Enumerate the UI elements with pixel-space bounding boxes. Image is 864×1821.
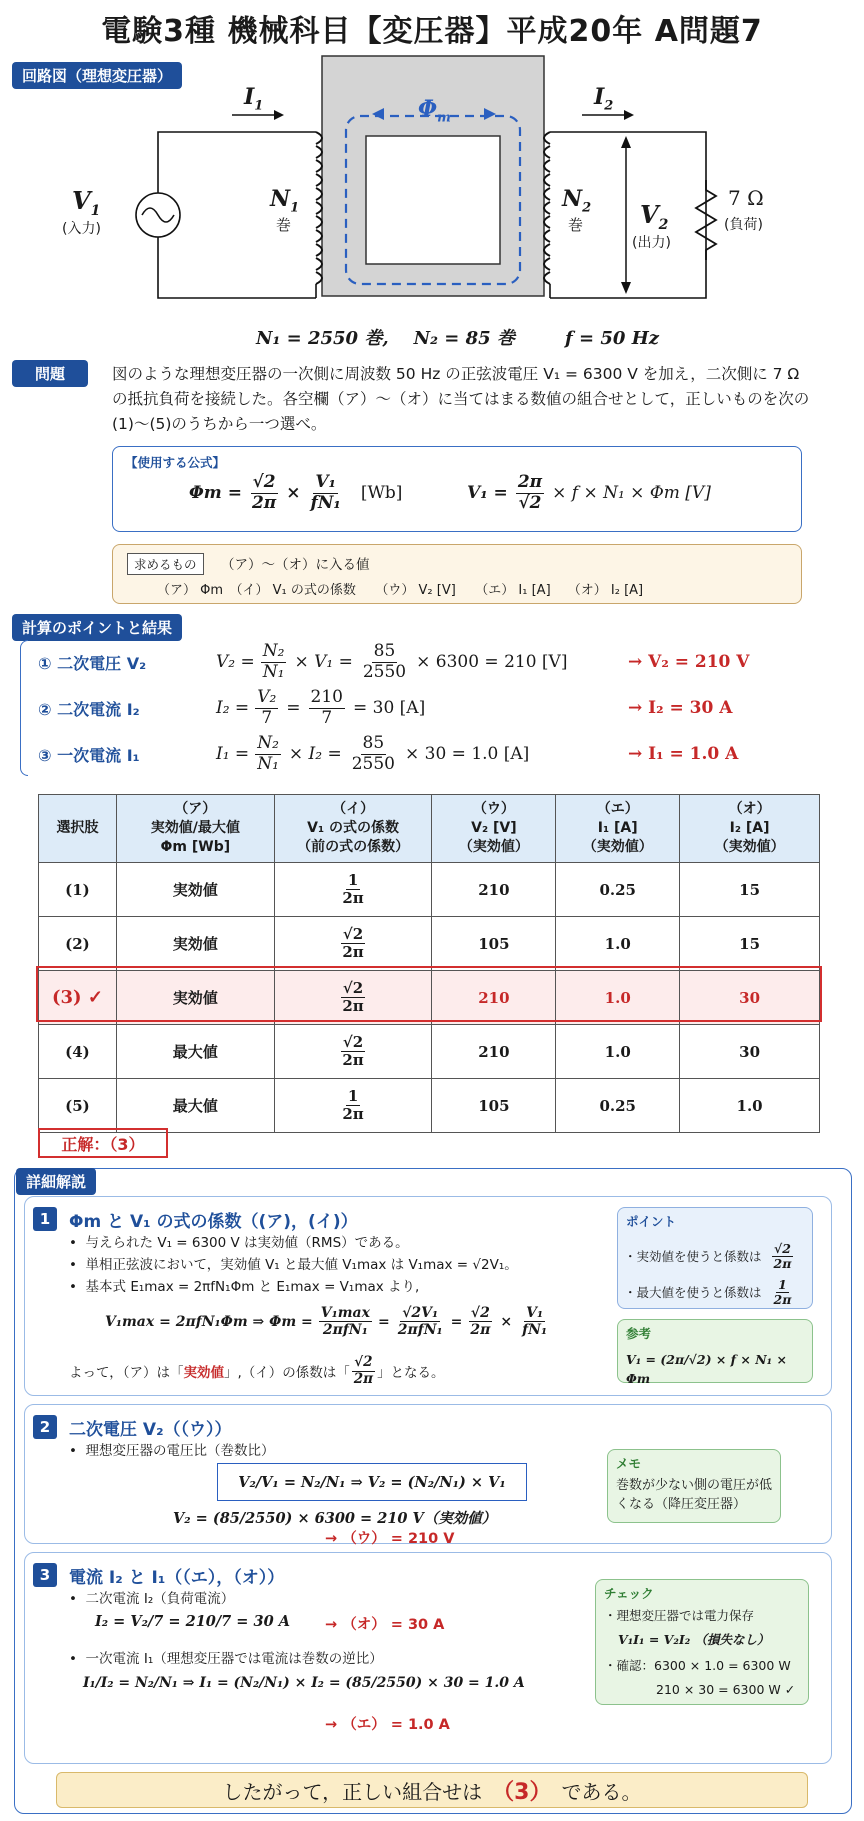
cell-b: $\frac{1}{2\pi}$ xyxy=(274,1079,432,1133)
table-header: （イ） V₁ の式の係数 （前の式の係数） xyxy=(274,795,432,863)
table-row xyxy=(39,1079,820,1133)
bullet-3: • 基本式 E₁max = 2πfN₁Φm と E₁max = V₁max より, xyxy=(69,1279,420,1295)
choices-table xyxy=(38,794,820,1133)
final-statement: したがって，正しい組合せは （3） である。 xyxy=(56,1772,808,1808)
cell-e: 15 xyxy=(680,917,820,971)
seek-box xyxy=(112,544,802,604)
seek-label: 求めるもの xyxy=(127,553,204,575)
calc-tag: 計算のポイントと結果 xyxy=(12,614,182,641)
cell-d: 0.25 xyxy=(556,863,680,917)
section-heading: 電流 I₂ と I₁（（エ），（オ）） xyxy=(69,1568,285,1588)
table-row xyxy=(39,917,820,971)
circuit-tag: 回路図（理想変圧器） xyxy=(12,62,182,89)
label-i1: $I_1$ xyxy=(244,84,264,114)
detail-section-2 xyxy=(24,1404,832,1547)
choice-cell: (5) xyxy=(39,1079,117,1133)
label-n2: $N_2$ xyxy=(562,186,592,216)
detail-section-1 xyxy=(24,1196,832,1396)
calc-bracket xyxy=(20,640,28,776)
label-n2-unit: 巻 xyxy=(568,216,584,234)
table-header: （ウ） V₂ [V] （実効値） xyxy=(432,795,556,863)
table-header: （ア） 実効値/最大値 Φm [Wb] xyxy=(116,795,274,863)
cell-b: $\frac{√2}{2\pi}$ xyxy=(274,1025,432,1079)
cell-a: 実効値 xyxy=(116,971,274,1025)
cell-d: 0.25 xyxy=(556,1079,680,1133)
cell-e: 15 xyxy=(680,863,820,917)
cell-a: 実効値 xyxy=(116,917,274,971)
formula-label: 【使用する公式】 xyxy=(125,455,226,470)
cell-e: 30 xyxy=(680,1025,820,1079)
calc-row-2: ② 二次電流 I₂ I₂ = $\frac{\text{V₂}}{7}$ = $\frac{210}{7}$ = 30 [A] → I₂ = 30 A xyxy=(38,686,733,728)
bullet-2: • 単相正弦波において，実効値 V₁ と最大値 V₁max は V₁max = √2V₁。 xyxy=(69,1257,518,1273)
cell-a: 実効値 xyxy=(116,863,274,917)
table-row xyxy=(39,1025,820,1079)
cell-c: 210 xyxy=(432,971,556,1025)
seek-text: （ア）～（オ）に入る値 xyxy=(221,557,370,573)
page-title: 電験3種 機械科目【変圧器】平成20年 A問題7 xyxy=(101,14,763,49)
cell-b: $\frac{√2}{2\pi}$ xyxy=(274,971,432,1025)
cell-b: $\frac{1}{2\pi}$ xyxy=(274,863,432,917)
cell-a: 最大値 xyxy=(116,1025,274,1079)
section-number: 3 xyxy=(33,1563,57,1587)
table-header: 選択肢 xyxy=(39,795,117,863)
detail-tag: 詳細解説 xyxy=(16,1168,96,1195)
label-v1: $V_1$ xyxy=(72,186,101,219)
answer-box: 正解：（3） xyxy=(38,1128,168,1158)
section-number: 2 xyxy=(33,1415,57,1439)
calc-row-3: ③ 一次電流 I₁ I₁ = $\frac{\text{N₂}}{\text{N₁}}$ × I₂ = $\frac{85}{2550}$ × 30 = 1.0 [A] → I₁ = 1.0 A xyxy=(38,732,739,774)
section-heading: 二次電圧 V₂（（ウ）） xyxy=(69,1420,232,1440)
cell-d: 1.0 xyxy=(556,1025,680,1079)
cell-d: 1.0 xyxy=(556,917,680,971)
cell-c: 105 xyxy=(432,1079,556,1133)
ratio-box: V₂/V₁ = N₂/N₁ ⇒ V₂ = (N₂/N₁) × V₁ xyxy=(217,1463,527,1501)
table-row-correct xyxy=(39,971,820,1025)
cell-c: 105 xyxy=(432,917,556,971)
table-header: （エ） I₁ [A] （実効値） xyxy=(556,795,680,863)
label-i2: $I_2$ xyxy=(594,84,614,114)
table-row xyxy=(39,863,820,917)
cell-b: $\frac{√2}{2\pi}$ xyxy=(274,917,432,971)
label-v2-note: (出力) xyxy=(632,235,671,251)
choice-cell: (4) xyxy=(39,1025,117,1079)
calc-row-1: ① 二次電圧 V₂ V₂ = $\frac{\text{N₂}}{\text{N₁}}$ × V₁ = $\frac{85}{2550}$ × 6300 = 210 [V] → V₂ = 210 V xyxy=(38,640,750,682)
problem-tag: 問題 xyxy=(12,360,88,387)
label-n1-unit: 巻 xyxy=(276,216,292,234)
cell-a: 最大値 xyxy=(116,1079,274,1133)
label-load-note: (負荷) xyxy=(724,217,763,233)
v2-eq: V₂ = (85/2550) × 6300 = 210 V（実効値） xyxy=(173,1510,497,1527)
cell-c: 210 xyxy=(432,1025,556,1079)
section-heading: Φm と V₁ の式の係数（(ア)，(イ)） xyxy=(69,1212,358,1232)
seek-items: （ア） Φm （イ） V₁ の式の係数 （ウ） V₂ [V] （エ） I₁ [A] （オ） I₂ [A] xyxy=(157,583,644,598)
bullet-1: • 二次電流 I₂（負荷電流） xyxy=(69,1591,235,1607)
cell-e: 1.0 xyxy=(680,1079,820,1133)
i2-result: → （オ） = 30 A xyxy=(325,1617,445,1633)
label-v2: $V_2$ xyxy=(640,200,669,233)
formula-phi: Φm = $\frac{√2}{2\pi}$ × $\frac{\text{V₁}}{\text{fN₁}}$ [Wb] xyxy=(189,472,403,513)
choice-cell: (1) xyxy=(39,863,117,917)
table-header: （オ） I₂ [A] （実効値） xyxy=(680,795,820,863)
i2-eq: I₂ = V₂/7 = 210/7 = 30 A xyxy=(95,1613,290,1630)
derivation-eq: V₁max = 2πfN₁Φm ⇒ Φm = $\frac{\text{V₁max}}{\text{2πfN₁}}$ = $\frac{\text{√2V₁}}{\text{2πfN₁}}$ = $\frac{√2}{2\pi}$ × $\frac{\text{V₁}}{\text{fN₁}}$ xyxy=(105,1305,548,1339)
problem-text: 図のような理想変圧器の一次側に周波数 50 Hz の正弦波電圧 V₁ = 6300 V を加え，二次側に 7 Ω の抵抗負荷を接続した。各空欄（ア）～（オ）に当てはまる数値の組合せとして，正しいものを次の(1)～(5)のうちから一つ選べ。 xyxy=(112,365,810,433)
label-phi: $\Phi_m$ xyxy=(418,96,451,126)
choice-cell: (2) xyxy=(39,917,117,971)
i1-eq: I₁/I₂ = N₂/N₁ ⇒ I₁ = (N₂/N₁) × I₂ = (85/2550) × 30 = 1.0 A xyxy=(83,1675,525,1691)
circuit-params: N₁ = 2550 巻, N₂ = 85 巻 f = 50 Hz xyxy=(256,328,659,349)
choice-cell: (3) ✓ xyxy=(39,971,117,1025)
cell-d: 1.0 xyxy=(556,971,680,1025)
cell-e: 30 xyxy=(680,971,820,1025)
reference-box: 参考 V₁ = (2π/√2) × f × N₁ × Φm xyxy=(617,1319,813,1383)
section-number: 1 xyxy=(33,1207,57,1231)
bullet-2: • 一次電流 I₁（理想変圧器では電流は巻数の逆比） xyxy=(69,1651,383,1667)
point-box: ポイント ・実効値を使うと係数は $\frac{√2}{2\pi}$ ・最大値を使うと係数は $\frac{1}{2\pi}$ xyxy=(617,1207,813,1309)
conclusion: よって，（ア）は「 実効値 」,（イ）の係数は「 $\frac{√2}{2\pi}$ 」となる。 xyxy=(69,1354,445,1387)
table-header-row xyxy=(39,795,820,863)
check-box: チェック ・理想変圧器では電力保存 V₁I₁ = V₂I₂ （損失なし） ・確認：6300 × 1.0 = 6300 W 210 × 30 = 6300 W ✓ xyxy=(595,1579,809,1705)
bullet-1: • 理想変圧器の電圧比（巻数比） xyxy=(69,1443,275,1459)
bullet-1: • 与えられた V₁ = 6300 V は実効値（RMS）である。 xyxy=(69,1235,409,1251)
cell-c: 210 xyxy=(432,863,556,917)
memo-box: メモ 巻数が少ない側の電圧が低くなる（降圧変圧器） xyxy=(607,1449,781,1523)
formula-box xyxy=(112,446,802,532)
label-v1-note: (入力) xyxy=(62,221,101,237)
i1-result: → （エ） = 1.0 A xyxy=(325,1717,450,1733)
detail-section-3 xyxy=(24,1552,832,1764)
label-n1: $N_1$ xyxy=(270,186,300,216)
label-load: 7 Ω xyxy=(728,186,764,210)
formula-v1: V₁ = $\frac{2\pi}{√2}$ × f × N₁ × Φm [V] xyxy=(467,472,711,513)
v2-result: → （ウ） = 210 V xyxy=(325,1531,455,1547)
